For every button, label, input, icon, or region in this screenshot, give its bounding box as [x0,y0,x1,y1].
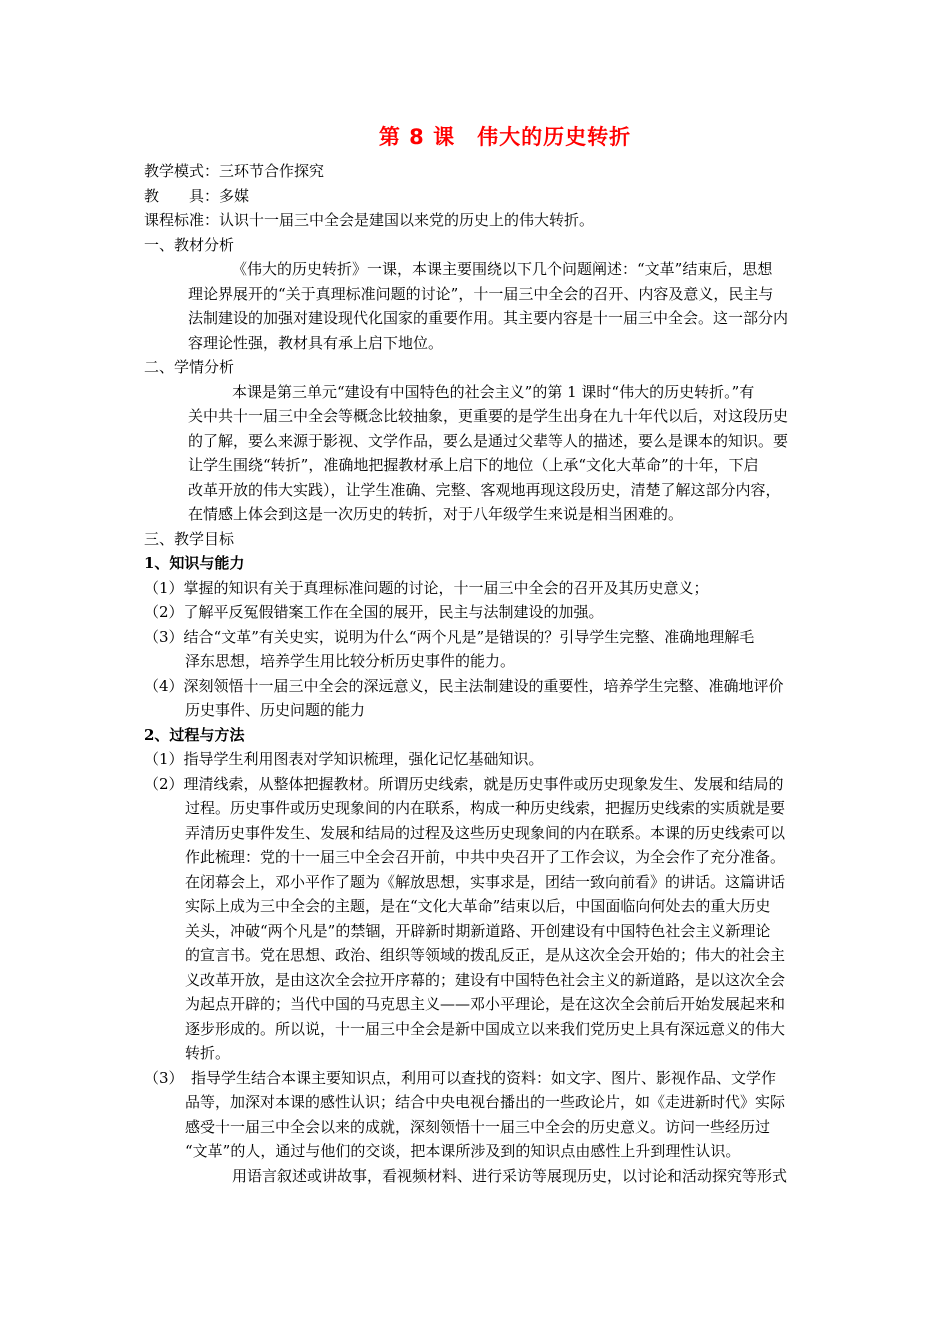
list-item-continuation: 品等，加深对本课的感性认识；结合中央电视台播出的一些政论片，如《走进新时代》实际 [185,1093,786,1111]
subsection-heading: 2、过程与方法 [144,725,245,744]
list-item-continuation: 在闭幕会上，邓小平作了题为《解放思想，实事求是，团结一致向前看》的讲话。这篇讲话 [185,872,786,891]
list-item: （2）了解平反冤假错案工作在全国的展开，民主与法制建设的加强。 [144,603,604,621]
list-item-continuation: 历史事件、历史问题的能力 [185,701,366,719]
teaching-tools: 教 具：多媒 [144,186,250,205]
list-item-continuation: 作此梳理：党的十一届三中全会召开前，中共中央召开了工作会议，为全会作了充分准备。 [185,848,786,866]
paragraph-line: 用语言叙述或讲故事，看视频材料、进行采访等展现历史，以讨论和活动探究等形式 [232,1166,788,1185]
paragraph-line: 让学生围绕“转折”，准确地把握教材承上启下的地位（上承“文化大革命”的十年，下启 [188,456,759,474]
paragraph-line: 理论界展开的“关于真理标准问题的讨论”，十一届三中全会的召开、内容及意义，民主与 [188,284,774,303]
list-item: （3） 指导学生结合本课主要知识点，利用可以查找的资料：如文字、图片、影视作品、文学作 [144,1068,777,1087]
paragraph-line: 改革开放的伟大实践），让学生准确、完整、客观地再现这段历史，清楚了解这部分内容， [188,480,781,499]
list-item-continuation: “文革”的人，通过与他们的交谈，把本课所涉及到的知识点由感性上升到理性认识。 [185,1142,741,1160]
course-standard: 课程标准：认识十一届三中全会是建国以来党的历史上的伟大转折。 [144,211,595,229]
list-item-continuation: 关头，冲破“两个凡是”的禁锢，开辟新时期新道路、开创建设有中国特色社会主义新理论 [185,921,771,940]
lesson-title: 第 8 课 伟大的历史转折 [378,125,632,149]
list-item-continuation: 转折。 [185,1044,231,1062]
paragraph-line: 本课是第三单元“建设有中国特色的社会主义”的第 1 课时“伟大的历史转折。”有 [232,382,755,401]
list-item: （3）结合“文革”有关史实，说明为什么“两个凡是”是错误的？引导学生完整、准确地理解毛 [144,627,755,646]
paragraph-line: 关中共十一届三中全会等概念比较抽象，更重要的是学生出身在九十年代以后，对这段历史 [188,407,789,425]
list-item-continuation: 为起点开辟的；当代中国的马克思主义——邓小平理论，是在这次全会前后开始发展起来和 [185,995,786,1013]
list-item-continuation: 义改革开放，是由这次全会拉开序幕的；建设有中国特色社会主义的新道路，是以这次全会 [185,970,786,989]
paragraph-line: 的了解，要么来源于影视、文学作品，要么是通过父辈等人的描述，要么是课本的知识。要 [188,431,789,450]
teaching-mode: 教学模式：三环节合作探究 [144,162,325,180]
section-heading: 二、学情分析 [144,358,235,376]
section-heading: 一、教材分析 [144,235,235,254]
list-item: （4）深刻领悟十一届三中全会的深远意义，民主法制建设的重要性，培养学生完整、准确地评价 [144,676,784,695]
list-item-continuation: 逐步形成的。所以说，十一届三中全会是新中国成立以来我们党历史上具有深远意义的伟大 [185,1019,786,1038]
paragraph-line: 法制建设的加强对建设现代化国家的重要作用。其主要内容是十一届三中全会。这一部分内 [188,309,789,327]
subsection-heading: 1、知识与能力 [144,554,245,572]
list-item-continuation: 过程。历史事件或历史现象间的内在联系，构成一种历史线索，把握历史线索的实质就是要 [185,799,786,817]
list-item-continuation: 的宣言书。党在思想、政治、组织等领域的拨乱反正，是从这次全会开始的；伟大的社会主 [185,946,786,964]
list-item: （2）理清线索，从整体把握教材。所谓历史线索，就是历史事件或历史现象发生、发展和结局的 [144,774,784,793]
section-heading: 三、教学目标 [144,529,235,548]
list-item: （1）指导学生利用图表对学知识梳理，强化记忆基础知识。 [144,750,544,768]
list-item-continuation: 弄清历史事件发生、发展和结局的过程及这些历史现象间的内在联系。本课的历史线索可以 [185,823,786,842]
list-item-continuation: 泽东思想，培养学生用比较分析历史事件的能力。 [185,652,516,670]
document-body [144,159,864,1188]
paragraph-line: 容理论性强，教材具有承上启下地位。 [188,333,444,352]
paragraph-line: 《伟大的历史转折》一课，本课主要围绕以下几个问题阐述：“文革”结束后，思想 [232,260,773,278]
paragraph-line: 在情感上体会到这是一次历史的转折，对于八年级学生来说是相当困难的。 [188,505,684,523]
list-item-continuation: 感受十一届三中全会以来的成就，深刻领悟十一届三中全会的历史意义。访问一些经历过 [185,1117,771,1136]
list-item-continuation: 实际上成为三中全会的主题，是在“文化大革命”结束以后，中国面临向何处去的重大历史 [185,897,771,915]
list-item: （1）掌握的知识有关于真理标准问题的讨论，十一届三中全会的召开及其历史意义； [144,578,709,597]
